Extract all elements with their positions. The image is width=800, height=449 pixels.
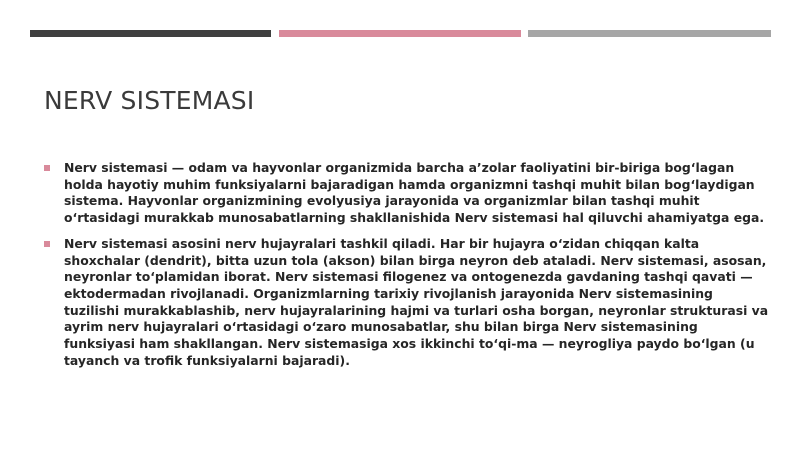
- bullet-text-2: Nerv sistemasi asosini nerv hujayralari tashkil qiladi. Har bir hujayra o‘zidan chiqqan kalta shoxchalar (dendrit), bitta uzun tola (akson) bilan birga neyron deb ataladi. Nerv sistemasi, asosan, neyronlar to‘plamidan iborat. Nerv sistemasi filogenez va ontogenezda gavdaning tashqi qavati — ektodermadan rivojlanadi. Organizmlarning tarixiy rivojlanish jarayonida Nerv sistemasining tuzilishi murakkablashib, nerv hujayralarining hajmi va turlari osha borgan, neyronlar strukturasi va ayrim nerv hujayralari o‘rtasidagi o‘zaro munosabatlar, shu bilan birga Nerv sistemasining funksiyasi ham shakllangan. Nerv sistemasiga xos ikkinchi to‘qi-ma — neyrogliya paydo bo‘lgan (u tayanch va trofik funksiyalarni bajaradi).: [64, 235, 769, 368]
- accent-bar-gray: [528, 30, 771, 37]
- accent-bar-dark: [30, 30, 271, 37]
- bullet-item-2: [44, 236, 770, 370]
- bullet-list: [44, 160, 770, 378]
- bullet-item-1: [44, 160, 770, 227]
- slide-title: NERV SISTEMASI: [44, 86, 255, 115]
- top-accent-bars: [30, 30, 771, 37]
- bullet-text-1: Nerv sistemasi — odam va hayvonlar organizmida barcha a’zolar faoliyatini bir-biriga bog‘lagan holda hayotiy muhim funksiyalarni bajaradigan hamda organizmni tashqi muhit bilan bog‘laydigan sistema. Hayvonlar organizmining evolyusiya jarayonida va organizmlar bilan tashqi muhit o‘rtasidagi murakkab munosabatlarning shakllanishida Nerv sistemasi hal qiluvchi ahamiyatga ega.: [64, 160, 765, 226]
- square-bullet-icon: [44, 241, 50, 247]
- accent-bar-pink: [279, 30, 521, 37]
- square-bullet-icon: [44, 165, 50, 171]
